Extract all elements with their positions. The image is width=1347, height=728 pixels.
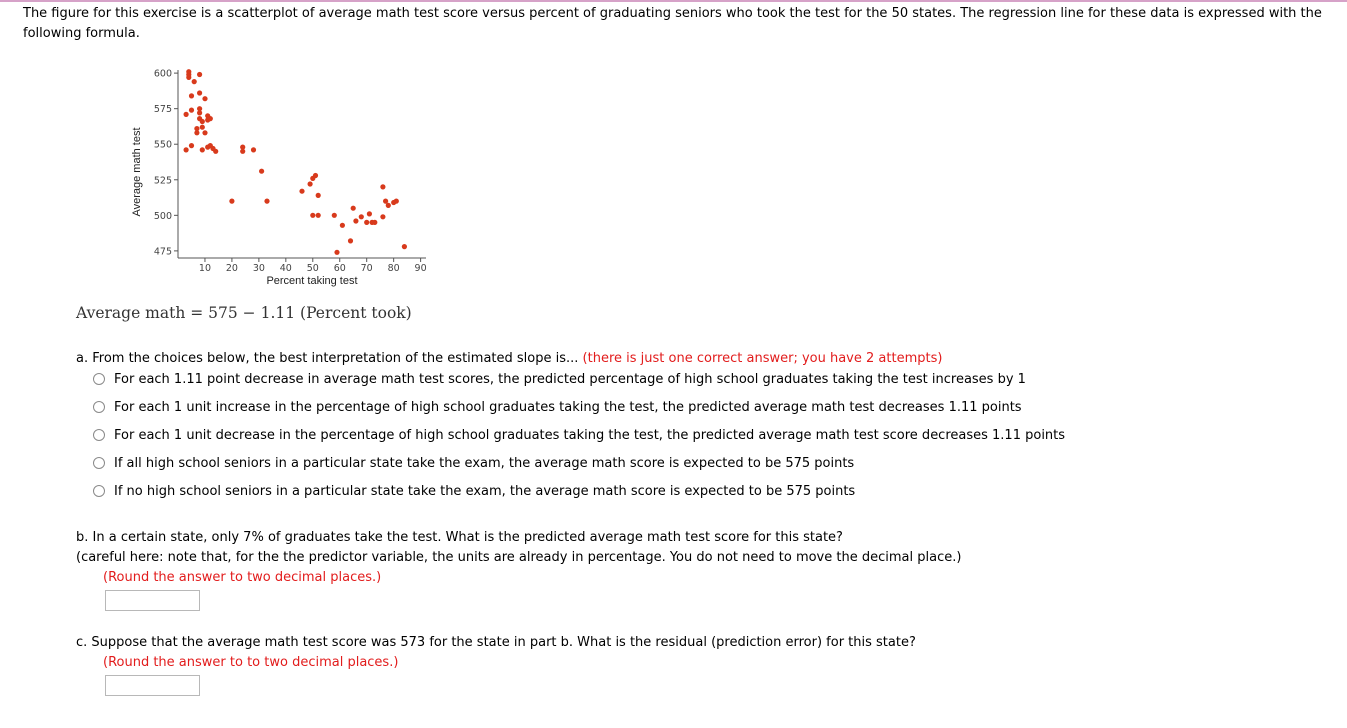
part-a-question (76, 349, 942, 369)
data-point (348, 238, 353, 243)
option-5[interactable] (93, 482, 855, 500)
x-tick-label: 30 (252, 263, 265, 274)
data-point (308, 181, 313, 186)
data-point (264, 199, 269, 204)
data-point (197, 72, 202, 77)
data-point (202, 96, 207, 101)
data-point (200, 147, 205, 152)
data-point (229, 199, 234, 204)
data-point (213, 149, 218, 154)
data-point (310, 213, 315, 218)
x-tick-label: 80 (387, 263, 400, 274)
data-point (359, 214, 364, 219)
part-b-round-note: (Round the answer to two decimal places.) (103, 570, 382, 585)
radio-button[interactable] (93, 429, 105, 441)
data-point (372, 220, 377, 225)
data-point (386, 203, 391, 208)
data-point (380, 214, 385, 219)
option-2[interactable] (93, 398, 1022, 416)
y-tick-label: 500 (153, 210, 172, 222)
x-tick-label: 10 (198, 263, 212, 274)
regression-formula: Average math = 575 − 1.11 (Percent took) (76, 304, 412, 322)
radio-button[interactable] (93, 485, 105, 497)
part-c-question: c. Suppose that the average math test score was 573 for the state in part b. What is the residual (prediction error) for this state? (76, 635, 916, 650)
data-point (202, 130, 207, 135)
x-tick-label: 40 (279, 263, 292, 274)
data-point (189, 108, 194, 113)
data-point (367, 211, 372, 216)
data-point (383, 199, 388, 204)
data-point (299, 189, 304, 194)
data-point (184, 147, 189, 152)
data-point (364, 220, 369, 225)
data-point (240, 149, 245, 154)
option-4[interactable] (93, 454, 854, 472)
option-1[interactable] (93, 370, 1026, 388)
y-tick-label: 600 (153, 68, 172, 80)
x-axis-title: Percent taking test (266, 275, 358, 287)
data-point (332, 213, 337, 218)
data-point (200, 125, 205, 130)
part-a-question-text: a. From the choices below, the best interpretation of the estimated slope is... (76, 351, 579, 366)
part-c-answer-input[interactable] (105, 675, 200, 696)
y-axis-title: Average math test (131, 127, 143, 217)
part-c-round-note: (Round the answer to to two decimal places.) (103, 655, 399, 670)
option-label: For each 1 unit increase in the percentage of high school graduates taking the test, the predicted average math test decreases 1.11 points (114, 399, 1022, 415)
option-label: For each 1.11 point decrease in average math test scores, the predicted percentage of high school graduates taking the test increases by 1 (114, 371, 1026, 387)
data-point (251, 147, 256, 152)
data-point (334, 250, 339, 255)
data-point (353, 218, 358, 223)
data-point (313, 173, 318, 178)
y-tick-label: 475 (153, 246, 172, 258)
part-a-attempts-note: (there is just one correct answer; you have 2 attempts) (582, 351, 943, 366)
data-point (184, 112, 189, 117)
y-tick-label: 550 (153, 139, 172, 151)
x-tick-label: 90 (414, 263, 427, 274)
data-point (200, 119, 205, 124)
radio-button[interactable] (93, 457, 105, 469)
radio-button[interactable] (93, 401, 105, 413)
radio-button[interactable] (93, 373, 105, 385)
data-point (186, 75, 191, 80)
data-point (316, 193, 321, 198)
part-b-caution: (careful here: note that, for the the predictor variable, the units are already in percentage. You do not need to move the decimal place.) (76, 550, 962, 565)
data-point (189, 143, 194, 148)
intro-text: The figure for this exercise is a scatterplot of average math test score versus percent of graduating seniors who took the test for the 50 states. The regression line for these data is expressed with the following formula. (23, 6, 1322, 41)
y-tick-label: 525 (153, 175, 172, 187)
data-point (197, 90, 202, 95)
data-point (340, 223, 345, 228)
data-point (316, 213, 321, 218)
option-label: If no high school seniors in a particular state take the exam, the average math score is expected to be 575 points (114, 483, 856, 499)
scatterplot (128, 62, 448, 292)
x-tick-label: 20 (225, 263, 238, 274)
data-point (380, 184, 385, 189)
x-tick-label: 60 (333, 263, 346, 274)
top-border (0, 0, 1347, 2)
part-b-question: b. In a certain state, only 7% of graduates take the test. What is the predicted average math test score for this state? (76, 530, 843, 545)
data-point (394, 199, 399, 204)
option-label: For each 1 unit decrease in the percentage of high school graduates taking the test, the predicted average math test score decreases 1.11 points (114, 427, 1066, 443)
option-label: If all high school seniors in a particular state take the exam, the average math score is expected to be 575 points (114, 455, 855, 471)
data-point (402, 244, 407, 249)
data-point (259, 169, 264, 174)
data-point (194, 130, 199, 135)
x-tick-label: 70 (360, 263, 373, 274)
y-tick-label: 575 (153, 104, 172, 116)
x-tick-label: 50 (306, 263, 319, 274)
data-point (192, 79, 197, 84)
part-b-answer-input[interactable] (105, 590, 200, 611)
data-point (208, 116, 213, 121)
option-3[interactable] (93, 426, 1065, 444)
data-point (189, 93, 194, 98)
data-point (197, 110, 202, 115)
data-point (351, 206, 356, 211)
